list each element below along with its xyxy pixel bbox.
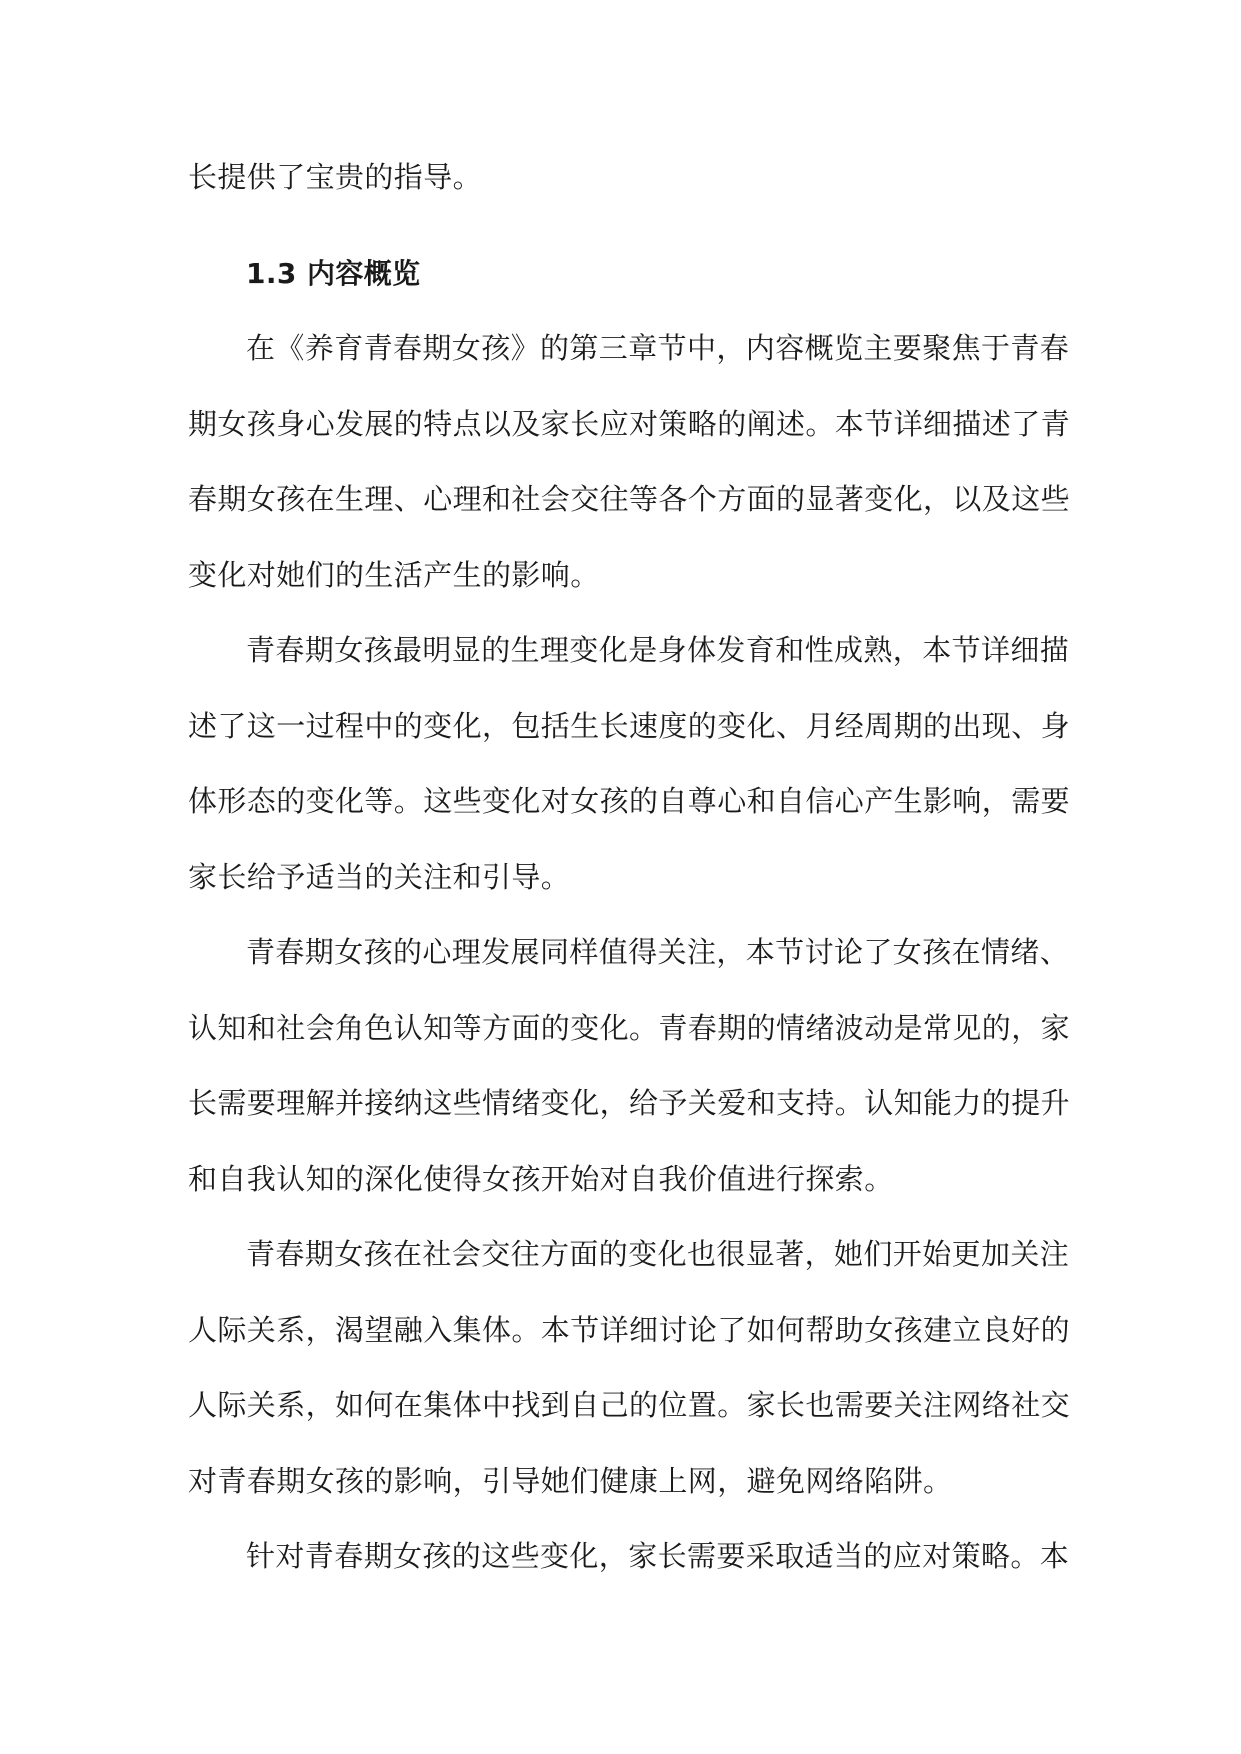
paragraph-line: 期女孩身心发展的特点以及家长应对策略的阐述。本节详细描述了青	[188, 406, 1071, 441]
paragraph	[188, 613, 1071, 915]
paragraph-line: 对青春期女孩的影响，引导她们健康上网，避免网络陷阱。	[188, 1463, 953, 1498]
section-heading: 1.3 内容概览	[246, 256, 421, 290]
paragraph-line: 长需要理解并接纳这些情绪变化，给予关爱和支持。认知能力的提升	[188, 1086, 1071, 1120]
paragraph	[188, 311, 1071, 613]
paragraph-line: 认知和社会角色认知等方面的变化。青春期的情绪波动是常见的，家	[188, 1010, 1071, 1045]
paragraph-line: 青春期女孩的心理发展同样值得关注，本节讨论了女孩在情绪、	[246, 935, 1070, 969]
paragraph-line: 青春期女孩最明显的生理变化是身体发育和性成熟，本节详细描	[246, 633, 1070, 667]
paragraph-line: 体形态的变化等。这些变化对女孩的自尊心和自信心产生影响，需要	[188, 784, 1071, 818]
paragraph-line: 述了这一过程中的变化，包括生长速度的变化、月经周期的出现、身	[188, 708, 1071, 743]
paragraph	[188, 915, 1071, 1217]
section-gap	[188, 216, 1058, 236]
paragraph	[188, 1217, 1071, 1519]
paragraph-line: 青春期女孩在社会交往方面的变化也很显著，她们开始更加关注	[246, 1237, 1070, 1271]
paragraph-line: 家长给予适当的关注和引导。	[188, 859, 571, 894]
paragraph-line: 针对青春期女孩的这些变化，家长需要采取适当的应对策略。本	[246, 1539, 1070, 1573]
paragraph-line: 人际关系，渴望融入集体。本节详细讨论了如何帮助女孩建立良好的	[188, 1312, 1071, 1347]
intro-line: 长提供了宝贵的指导。	[188, 160, 483, 194]
paragraph-line: 在《养育青春期女孩》的第三章节中，内容概览主要聚焦于青春	[246, 331, 1070, 365]
paragraph-line: 人际关系，如何在集体中找到自己的位置。家长也需要关注网络社交	[188, 1388, 1071, 1422]
document-body	[188, 140, 1071, 1595]
paragraph-line: 和自我认知的深化使得女孩开始对自我价值进行探索。	[188, 1161, 894, 1196]
paragraph-line: 春期女孩在生理、心理和社会交往等各个方面的显著变化，以及这些	[188, 482, 1071, 516]
paragraph-line: 变化对她们的生活产生的影响。	[188, 557, 600, 592]
paragraph	[188, 1519, 1070, 1595]
